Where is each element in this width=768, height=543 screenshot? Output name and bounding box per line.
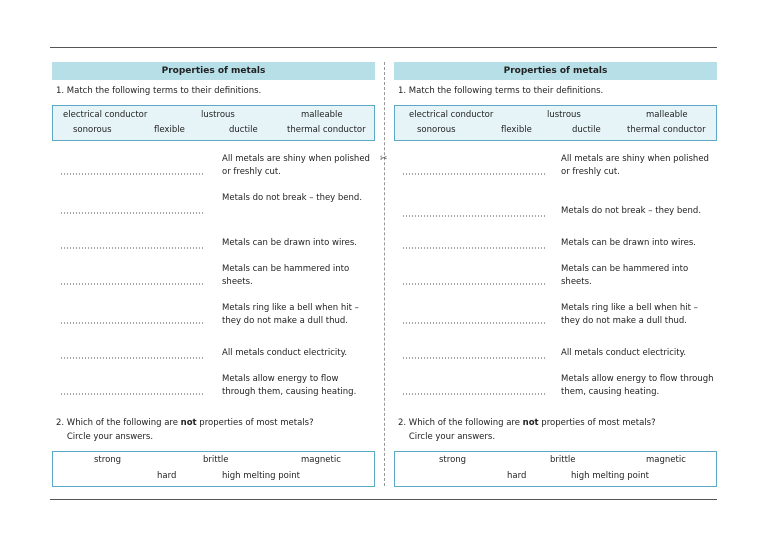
answer-blank[interactable]	[402, 247, 546, 249]
answer-box	[52, 451, 375, 487]
answer-blank[interactable]	[402, 173, 546, 175]
answer-option[interactable]: strong	[94, 455, 122, 465]
answer-option[interactable]: magnetic	[301, 455, 341, 465]
match-row	[394, 153, 717, 181]
term: electrical conductor	[409, 110, 494, 120]
definition: All metals are shiny when polished or freshly cut.	[222, 154, 370, 177]
answer-option[interactable]: strong	[439, 455, 467, 465]
definition: Metals can be hammered into sheets.	[561, 264, 689, 287]
answer-option[interactable]: hard	[507, 471, 527, 481]
match-row	[52, 153, 375, 181]
question-2-text: properties of most metals?	[196, 418, 314, 428]
term: sonorous	[417, 125, 456, 135]
definition: All metals conduct electricity.	[222, 348, 348, 358]
match-row	[394, 302, 717, 330]
answer-blank[interactable]	[60, 173, 204, 175]
match-row	[52, 302, 375, 330]
question-2	[398, 416, 656, 444]
match-row	[394, 237, 717, 251]
answer-box	[394, 451, 717, 487]
term: sonorous	[73, 125, 112, 135]
question-2-instruction: Circle your answers.	[66, 432, 154, 442]
term: ductile	[229, 125, 258, 135]
worksheet-right	[394, 62, 717, 492]
answer-option[interactable]: high melting point	[222, 471, 300, 481]
match-row	[52, 347, 375, 361]
cut-line	[384, 62, 385, 486]
definition: All metals are shiny when polished or freshly cut.	[561, 154, 709, 177]
term: lustrous	[547, 110, 581, 120]
term: thermal conductor	[287, 125, 366, 135]
term: flexible	[501, 125, 532, 135]
question-2-emphasis: not	[180, 418, 197, 428]
match-row	[52, 373, 375, 401]
question-2-text: properties of most metals?	[538, 418, 656, 428]
top-rule	[50, 47, 717, 48]
answer-blank[interactable]	[402, 322, 546, 324]
answer-blank[interactable]	[402, 357, 546, 359]
definition: Metals ring like a bell when hit – they do not make a dull thud.	[561, 303, 698, 326]
definition: Metals ring like a bell when hit – they do not make a dull thud.	[222, 303, 359, 326]
match-row	[52, 263, 375, 291]
term: lustrous	[201, 110, 235, 120]
match-row	[52, 192, 375, 220]
answer-blank[interactable]	[60, 322, 204, 324]
question-1: 1. Match the following terms to their definitions.	[398, 86, 604, 96]
worksheet-title: Properties of metals	[394, 62, 717, 80]
term: malleable	[301, 110, 343, 120]
answer-option[interactable]: brittle	[550, 455, 576, 465]
answer-blank[interactable]	[60, 357, 204, 359]
question-2-text: 2. Which of the following are	[56, 418, 181, 428]
worksheet-title: Properties of metals	[52, 62, 375, 80]
answer-option[interactable]: high melting point	[571, 471, 649, 481]
answer-blank[interactable]	[60, 247, 204, 249]
answer-option[interactable]: magnetic	[646, 455, 686, 465]
answer-blank[interactable]	[402, 393, 546, 395]
term: electrical conductor	[63, 110, 148, 120]
question-2	[56, 416, 314, 444]
question-2-instruction: Circle your answers.	[408, 432, 496, 442]
match-row	[394, 263, 717, 291]
definition: All metals conduct electricity.	[561, 348, 687, 358]
definition: Metals can be drawn into wires.	[222, 238, 357, 248]
question-2-text: 2. Which of the following are	[398, 418, 523, 428]
answer-blank[interactable]	[402, 215, 546, 217]
answer-blank[interactable]	[402, 283, 546, 285]
definition: Metals allow energy to flow through them, causing heating.	[222, 374, 357, 397]
definition: Metals allow energy to flow through them, causing heating.	[561, 374, 714, 397]
bottom-rule	[50, 499, 717, 500]
term: flexible	[154, 125, 185, 135]
definition: Metals do not break – they bend.	[561, 206, 702, 216]
definition: Metals can be hammered into sheets.	[222, 264, 350, 287]
term: thermal conductor	[627, 125, 706, 135]
match-row	[52, 237, 375, 251]
answer-option[interactable]: hard	[157, 471, 177, 481]
match-row	[394, 347, 717, 361]
answer-blank[interactable]	[60, 212, 204, 214]
answer-option[interactable]: brittle	[203, 455, 229, 465]
term-box	[52, 105, 375, 141]
scissors-icon: ✂	[380, 154, 388, 164]
definition: Metals can be drawn into wires.	[561, 238, 696, 248]
term-box	[394, 105, 717, 141]
match-row	[394, 373, 717, 401]
answer-blank[interactable]	[60, 393, 204, 395]
definition: Metals do not break – they bend.	[222, 193, 363, 203]
match-row	[394, 205, 717, 219]
answer-blank[interactable]	[60, 283, 204, 285]
term: ductile	[572, 125, 601, 135]
question-2-emphasis: not	[522, 418, 539, 428]
question-1: 1. Match the following terms to their definitions.	[56, 86, 262, 96]
worksheet-left	[52, 62, 375, 492]
term: malleable	[646, 110, 688, 120]
